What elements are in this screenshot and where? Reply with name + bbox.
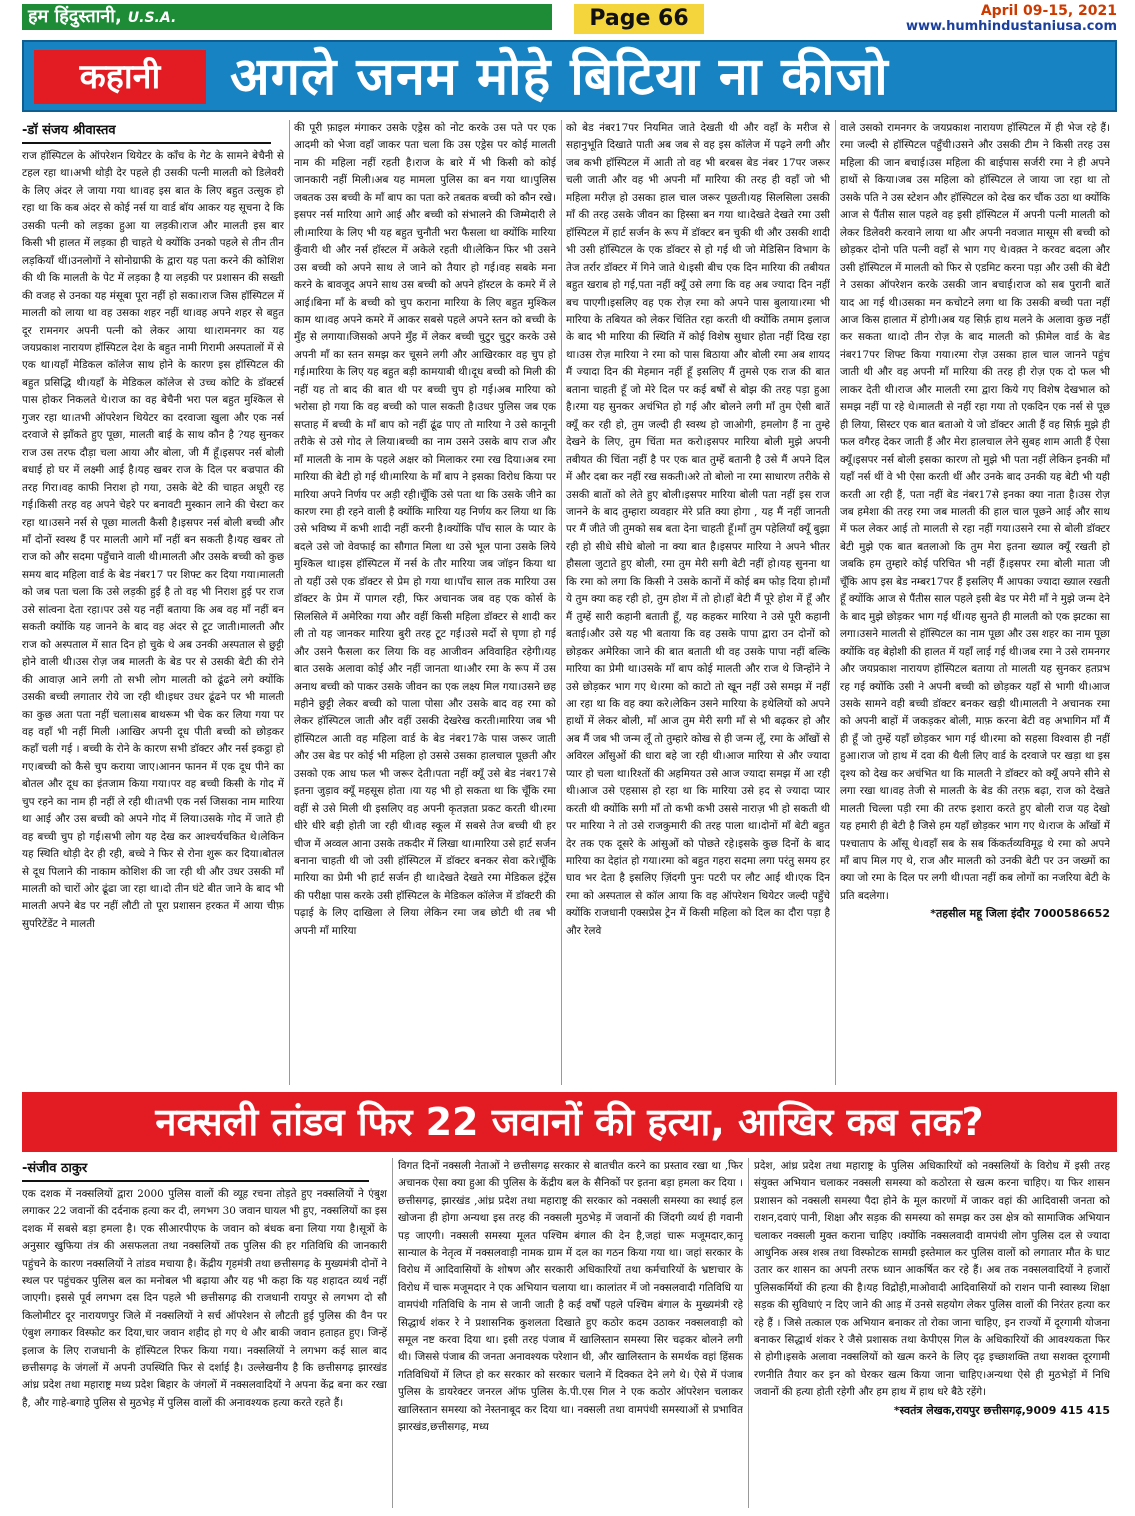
masthead-title: हम हिंदुस्तानी, <box>28 6 122 27</box>
story2-col2-text: विगत दिनों नक्सली नेताओं ने छत्तीसगढ़ सरकार से बातचीत करने का प्रस्ताव रखा था ,फिर अचानक ऐसा क्या हुआ की पुलिस के केंद्रीय बल के सैनिकों पर इतना बड़ा हमला कर दिया ।छत्तीसगढ़, झारखंड ,आंध्र प्रदेश तथा महाराष्ट्र की सरकार को नक्सली समस्या का स्थाई हल खोजना ही होगा अन्यथा इस तरह की नक्सली मुठभेड़ में जवानों की जिंदगी व्यर्थ ही गवानी पड़ जाएगी। नक्सली समस्या मूलत पश्चिम बंगाल की देन है,जहां चारू मजूमदार,कानू सान्याल के नेतृत्व में नक्सलवाड़ी नामक ग्राम में दल का गठन किया गया था। जहां सरकार के विरोध में आदिवासियों के शोषण और सरकारी अधिकारियों तथा कर्मचारियों के भ्रष्टाचार के विरोध में चारू मजूमदार ने एक अभियान चलाया था। कालांतर में जो नक्सलवादी गतिविधि या वामपंथी गतिविधि के नाम से जानी जाती है कई वर्षों पहले पश्चिम बंगाल के मुख्यमंत्री रहे सिद्धार्थ शंकर रे ने प्रशासनिक कुशलता दिखाते हुए कठोर कदम उठाकर नक्सलवाड़ी को समूल नष्ट करवा दिया था। इसी तरह पंजाब में खालिस्तान समस्या सिर चढ़कर बोलने लगी थी। जिससे पंजाब की जनता अनावश्यक परेशान थी, और खालिस्तान के समर्थक वहां हिंसक गतिविधियों में लिप्त हो कर सरकार को सरकार चलाने में दिक्कत देने लगे थे। ऐसे में पंजाब पुलिस के डायरेक्टर जनरल ऑफ पुलिस के.पी.एस गिल ने एक कठोर ऑपरेशन चलाकर खालिस्तान समस्या को नेस्तनाबूद कर दिया था। नक्सली तथा वामपंथी समस्याओं से प्रभावित झारखंड,छत्तीसगढ़, मध्य <box>398 1160 743 1434</box>
page-header <box>22 4 1117 34</box>
story1-headline: अगले जनम मोहे बिटिया ना कीजो <box>230 47 889 107</box>
story2-col3-text: प्रदेश, आंध्र प्रदेश तथा महाराष्ट्र के पुलिस अधिकारियों को नक्सलियों के विरोध में इसी तरह संयुक्त अभियान चलाकर नक्सली समस्या को कठोरता से खत्म करना चाहिए। या फिर शासन प्रशासन को नक्सली समस्या पैदा होने के मूल कारणों में जाकर वहां की आदिवासी जनता को राशन,दवाएं पानी, शिक्षा और सड़क की समस्या को समझ कर उस क्षेत्र को सामाजिक अभियान चलाकर नक्सली मुक्त कराना चाहिए ।क्योंकि नक्सलवादी वामपंथी लोग पुलिस दल से ज्यादा आधुनिक अस्त्र शस्त्र तथा विस्फोटक सामग्री इस्तेमाल कर पुलिस वालों को लगातार मौत के घाट उतार कर शासन का अपनी तरफ ध्यान आकर्षित कर रहे हैं। अब तक नक्सलवादियों ने हजारों पुलिसकर्मियों की हत्या की है।यह विद्रोही,माओवादी आदिवासियों को राशन पानी स्वास्थ्य शिक्षा सड़क की सुविधाएं न दिए जाने की आड़ में उनसे सहयोग लेकर पुलिस वालों की निरंतर हत्या कर रहे हैं । जिसे तत्काल एक अभियान बनाकर तो रोका जाना चाहिए, इन राज्यों में दूरगामी योजना बनाकर सिद्धार्थ शंकर रे जैसे प्रशासक तथा केपीएस गिल के अधिकारियों की आवश्यकता फिर से होगी।इसके अलावा नक्सलियों को खत्म करने के लिए दृढ़ इच्छाशक्ति तथा सशक्त दूरगामी रणनीति तैयार कर इन को घेरकर खत्म किया जाना चाहिए।अन्यथा ऐसे ही मुठभेड़ों में निधि जवानों की हत्या होती रहेगी और हम हाथ में हाथ धरे बैठे रहेंगे। <box>754 1160 1110 1399</box>
story1-col2-text: की पूरी फ़ाइल मंगाकर उसके एड्रेस को नोट करके उस पते पर एक आदमी को भेजा वहाँ जाकर पता चला कि उस एड्रेस पर कोई मालती नाम की महिला नहीं रहती है।राज के बारे में भी किसी को कोई जानकारी नहीं मिली।अब यह मामला पुलिस का बन गया था।पुलिस जबतक उस बच्ची के माँ बाप का पता करे तबतक बच्ची को कौन रखे।इसपर नर्स मारिया आगे आई और बच्ची को संभालने की जिम्मेदारी ले ली।मारिया के लिए भी यह बहुत चुनौती भरा फैसला था क्योंकि मारिया कुँवारी थी और नर्स हॉस्टल में अकेले रहती थी।लेकिन फिर भी उसने उस बच्ची को अपने साथ ले जाने को तैयार हो गई।वह सबके मना करने के बावजूद अपने साथ उस बच्ची को अपने हॉस्टल के कमरे में ले आई।बिना माँ के बच्ची को चुप कराना मारिया के लिए बहुत मुश्किल काम था।वह अपने कमरे में आकर सबसे पहले अपने स्तन को बच्ची के मुँह से लगाया।जिसको अपने मुँह में लेकर बच्ची चुटुर चुटुर करके उसे अपनी माँ का स्तन समझ कर चूसने लगी और आखिरकार वह चुप हो गई।मारिया के लिए यह बहुत बड़ी कामयाबी थी।दूध बच्ची को मिली की नहीं यह तो बाद की बात थी पर बच्ची चुप हो गई।अब मारिया को भरोसा हो गया कि वह बच्ची को पाल सकती है।उधर पुलिस जब एक सप्ताह में बच्ची के माँ बाप को नहीं ढूंढ पाए तो मारिया ने उसे कानूनी तरीके से उसे गोद ले लिया।बच्ची का नाम उसने उसके बाप राज और माँ मालती के नाम के पहले अक्षर को मिलाकर रमा रख दिया।अब रमा मारिया की बेटी हो गई थी।मारिया के माँ बाप ने इसका विरोध किया पर मारिया अपने निर्णय पर अड़ी रही।चूँकि उसे पता था कि उसके जीने का कारण रमा ही रहने वाली है क्योंकि मारिया यह निर्णय कर लिया था कि उसे भविष्य में कभी शादी नहीं करनी है।क्योंकि पाँच साल के प्यार के बदले उसे जो वेवफाई का सौगात मिला था उसे भूल पाना उसके लिये मुश्किल था।इस हॉस्पिटल में नर्स के तौर मारिया जब जॉइन किया था तो यहीं उसे एक डॉक्टर से प्रेम हो गया था।पाँच साल तक मारिया उस डॉक्टर के प्रेम में पागल रही, फिर अचानक जब वह एक कोर्स के सिलसिले में अमेरिका गया और वहीं किसी महिला डॉक्टर से शादी कर ली तो यह जानकर मारिया बुरी तरह टूट गई।उसे मर्दो से घृणा हो गई और उसने फैसला कर लिया कि वह आजीवन अविवाहित रहेगी।यह बात उसके अलावा कोई और नहीं जानता था।और रमा के रूप में उस अनाथ बच्ची को पाकर उसके जीवन का एक लक्ष्य मिल गया।उसने छह महीने छुट्टी लेकर बच्ची को पाला पोसा और उसके बाद वह रमा को लेकर हॉस्पिटल जाती और वहीं उसकी देखरेख करती।मारिया जब भी हॉस्पिटल आती वह महिला वार्ड के बेड नंबर17के पास जरूर जाती और उस बेड पर कोई भी महिला हो उससे उसका हालचाल पूछती और उसको एक आध फल भी जरूर देती।पता नहीं क्यूँ उसे बेड नंबर17से इतना जुड़ाव क्यूँ महसूस होता ।या यह भी हो सकता था कि चूँकि रमा वहीं से उसे मिली थी इसलिए वह अपनी कृतज्ञता प्रकट करती थी।रमा धीरे धीरे बड़ी होती जा रही थी।वह स्कूल में सबसे तेज बच्ची थी हर चीज में अव्वल आना उसके तकदीर में लिखा था।मारिया उसे हार्ट सर्जन बनाना चाहती थी जो उसी हॉस्पिटल में डॉक्टर बनकर सेवा करे।चूँकि मारिया का प्रेमी भी हार्ट सर्जन ही था।देखते देखते रमा मेडिकल इंट्रेंस की परीक्षा पास करके उसी हॉस्पिटल के मेडिकल कॉलेज में डॉक्टरी की पढ़ाई के लिए दाखिला ले लिया लेकिन रमा जब छोटी थी तब भी अपनी माँ मारिया <box>294 122 556 937</box>
story2-headline: नक्सली तांडव फिर 22 जवानों की हत्या, आखिर कब तक? <box>155 1100 984 1144</box>
story1-column-4 <box>840 120 1110 1085</box>
story1-column-2 <box>294 120 556 1085</box>
story1-byline: -डॉ संजय श्रीवास्तव <box>22 123 116 138</box>
story2-col1-text: एक दशक में नक्सलियों द्वारा 2000 पुलिस वालों की व्यूह रचना तोड़ते हुए नक्सलियों ने एंबुश लगाकर 22 जवानों की दर्दनाक हत्या कर दी, लगभग 30 जवान घायल भी हुए, नक्सलियों का इस दशक में सबसे बड़ा हमला है। एक सीआरपीएफ के जवान को बंधक बना लिया गया है।सूत्रों के अनुसार खुफिया तंत्र की असफलता तथा नक्सलियों तक पुलिस की हर गतिविधि की जानकारी पहुंचने के कारण नक्सलियों ने तांडव मचाया है। केंद्रीय गृहमंत्री तथा छत्तीसगढ़ के मुख्यमंत्री दोनों ने स्थल पर पहुंचकर पुलिस बल का मनोबल भी बढ़ाया और यह भी कहा कि यह शहादत व्यर्थ नहीं जाएगी। इससे पूर्व लगभग दस दिन पहले भी छत्तीसगढ़ की राजधानी रायपुर से लगभग दो सौ किलोमीटर दूर नारायणपुर जिले में नक्सलियों ने सर्च ऑपरेशन से लौटती हुई पुलिस की वैन पर एंबुश लगाकर विस्फोट कर दिया,चार जवान शहीद हो गए थे और बाकी जवान हताहत हुए। जिन्हें इलाज के लिए राजधानी के हॉस्पिटल रिफर किया गया। नक्सलियों ने लगभग कई साल बाद छत्तीसगढ़ के जंगलों में अपनी उपस्थिति फिर से दर्शाई है। उल्लेखनीय है कि छत्तीसगढ़ झारखंड आंध्र प्रदेश तथा महाराष्ट्र मध्य प्रदेश बिहार के जंगलों में नक्सलवादियों ने अपना केंद्र बना कर रखा है, और गाहे-बगाहे पुलिस से मुठभेड़ में पुलिस वालों की अनावश्यक हत्या करते रहते हैं। <box>22 1188 387 1409</box>
story2-column-1 <box>22 1158 387 1508</box>
story2-banner <box>22 1092 1117 1152</box>
story2-author-credit: *स्वतंत्र लेखक,रायपुर छत्तीसगढ़,9009 415 415 <box>893 1403 1110 1417</box>
column-divider <box>748 1158 749 1508</box>
story1-column-3 <box>566 120 830 1085</box>
byline-rule <box>22 1180 369 1182</box>
masthead-suffix: U.S.A. <box>127 10 177 26</box>
story2-column-3 <box>754 1158 1110 1508</box>
story2-byline: -संजीव ठाकुर <box>22 1161 88 1176</box>
column-divider <box>289 120 290 1085</box>
story1-col3-text: को बेड नंबर17पर नियमित जाते देखती थी और वहाँ के मरीज से सहानुभूति दिखाते पाती अब जब से वह इस कॉलेज में पढ़ने लगी और जब कभी हॉस्पिटल में आती तो वह भी बरबस बेड नंबर 17पर जरूर चली जाती और वह भी अपनी माँ मारिया की तरह ही वहाँ जो भी महिला मरीज़ हो उसका हाल चाल जरूर पूछती।यह सिलसिला उसकी माँ की तरह उसके जीवन का हिस्सा बन गया था।देखते देखते रमा उसी हॉस्पिटल में हार्ट सर्जन के रूप में डॉक्टर बन चुकी थी और उसकी शादी भी उसी हॉस्पिटल के एक डॉक्टर से हो गई थी जो मेडिसिन विभाग के तेज तर्रार डॉक्टर में गिने जाते थे।इसी बीच एक दिन मारिया की तबीयत बहुत खराब हो गई,पता नहीं क्यूँ उसे लगा कि वह अब ज्यादा दिन नहीं बच पाएगी।इसलिए वह एक रोज़ रमा को अपने पास बुलाया।रमा भी मारिया के तबियत को लेकर चिंतित रहा करती थी क्योंकि तमाम इलाज के बाद भी मारिया की स्थिति में कोई विशेष सुधार होता नहीं दिख रहा था।उस रोज़ मारिया ने रमा को पास बिठाया और बोली रमा अब शायद मैं ज्यादा दिन की मेहमान नहीं हूँ इसलिए मैं तुमसे एक राज की बात बताना चाहती हूँ जो मेरे दिल पर कई बर्षों से बोझ की तरह पड़ा हुआ है।रमा यह सुनकर अचंभित हो गई और बोलने लगी माँ तुम ऐसी बातें क्यूँ कर रही हो, तुम जल्दी ही स्वस्थ हो जाओगी, हमलोग हैं ना तुम्हे देखने के लिए, तुम चिंता मत करो।इसपर मारिया बोली मुझे अपनी तबीयत की चिंता नहीं है पर एक बात तुम्हें बतानी है उसे मैं अपने दिल में और दबा कर नहीं रख सकती।अरे तो बोलो ना रमा साधारण तरीके से उसकी बातों को लेते हुए बोली।इसपर मारिया बोली पता नहीं इस राज जानने के बाद तुम्हारा व्यवहार मेरे प्रति क्या होगा , यह मैं नहीं जानती पर मैं जीते जी तुमको सब बता देना चाहती हूँ।माँ तुम पहेलियाँ क्यूँ बुझा रही हो सीधे सीधे बोलो ना क्या बात है।इसपर मारिया ने अपने भीतर हौसला जुटाते हुए बोली, रमा तुम मेरी सगी बेटी नहीं हो।यह सुनना था कि रमा को लगा कि किसी ने उसके कानों में कोई बम फोड़ दिया हो।माँ ये तुम क्या कह रही हो, तुम होश में तो हो।हाँ बेटी मैं पूरे होश में हूँ और मैं तुम्हें सारी कहानी बताती हूँ, यह कहकर मारिया ने उसे पूरी कहानी बताई।और उसे यह भी बताया कि वह उसके पापा द्वारा उन दोनों को छोड़कर अमेरिका जाने की बात बताती थी वह उसके पापा नहीं बल्कि मारिया का प्रेमी था।उसके माँ बाप कोई मालती और राज थे जिन्होंने ने उसे छोड़कर भाग गए थे।रमा को काटो तो खून नहीं उसे समझ में नहीं आ रहा था कि वह क्या करे।लेकिन उसने मारिया के हथेलियों को अपने हाथों में लेकर बोली, माँ आज तुम मेरी सगी माँ से भी बढ़कर हो और अब मैं जब भी जन्म लूँ तो तुम्हारे कोख से ही जन्म लूँ, रमा के आँखों से अविरल आँसुओं की धारा बहे जा रही थी।आज मारिया से और ज्यादा प्यार हो चला था।रिश्तों की अहमियत उसे आज ज्यादा समझ में आ रही थी।आज उसे एहसास हो रहा था कि मारिया उसे हद से ज्यादा प्यार करती थी क्योंकि सगी माँ तो कभी कभी उससे नाराज़ भी हो सकती थी पर मारिया ने तो उसे राजकुमारी की तरह पाला था।दोनों माँ बेटी बहुत देर तक एक दूसरे के आंसुओं को पोछते रहे।इसके कुछ दिनों के बाद मारिया का देहांत हो गया।रमा को बहुत गहरा सदमा लगा परंतु समय हर घाव भर देता है इसलिए ज़िंदगी पुनः पटरी पर लौट आई थी।एक दिन रमा को अस्पताल से कॉल आया कि वह ऑपरेशन थियेटर जल्दी पहुँचे क्योंकि राजधानी एक्सप्रेस ट्रेन में किसी महिला को दिल का दौरा पड़ा है और रेलवे <box>566 122 830 937</box>
column-divider <box>392 1158 393 1508</box>
byline-rule <box>22 142 271 144</box>
page-number: Page 66 <box>574 4 704 34</box>
story1-author-credit: *तहसील महू जिला इंदौर 7000586652 <box>930 907 1110 921</box>
column-divider <box>835 120 836 1085</box>
story2-column-2 <box>398 1158 743 1508</box>
story1-column-1 <box>22 120 284 1085</box>
column-divider <box>561 120 562 1085</box>
masthead <box>22 4 552 30</box>
section-tag: कहानी <box>34 50 206 104</box>
issue-date: April 09-15, 2021 <box>980 3 1117 19</box>
story1-banner <box>22 40 1117 112</box>
header-right <box>906 4 1117 34</box>
website-link[interactable]: www.humhindustaniusa.com <box>905 19 1117 34</box>
story1-col4-text: वाले उसको रामनगर के जयप्रकाश नारायण हॉस्पिटल में ही भेज रहे हैं।रमा जल्दी से हॉस्पिटल पहुँची।उसने और उसकी टीम ने किसी तरह उस महिला की जान बचाई।उस महिला की बाईपास सर्जरी रमा ने ही अपने हाथों से किया।जब उस महिला को हॉस्पिटल ले जाया जा रहा था तो उसके पति ने उस स्टेशन और हॉस्पिटल को देख कर चौंक उठा था क्योंकि आज से पैंतीस साल पहले वह इसी हॉस्पिटल में अपनी पत्नी मालती को लेकर डिलेवरी करवाने लाया था और अपनी नवजात मासूम सी बच्ची को छोड़कर दोनो पति पत्नी वहाँ से भाग गए थे।वक़्त ने करवट बदला और उसी हॉस्पिटल में मालती को फिर से एडमिट करना पड़ा और उसी की बेटी ने उसका ऑपरेशन करके उसकी जान बचाई।राज को सब पुरानी बातें याद आ गई थी।उसका मन कचोटने लगा था कि उसकी बच्ची पता नहीं आज किस हालात में होगी।अब यह सिर्फ़ हाथ मलने के अलावा कुछ नहीं कर सकता था।दो तीन रोज़ के बाद मालती को फ़ीमेल वार्ड के बेड नंबर17पर शिफ्ट किया गया।रमा रोज़ उसका हाल चाल जानने पहुंच जाती थी और वह अपनी माँ मारिया की तरह ही रोज़ एक दो फल भी लाकर देती थी।राज और मालती रमा द्वारा किये गए विशेष देखभाल को समझ नहीं पा रहे थे।मालती से नहीं रहा गया तो एकदिन एक नर्स से पूछ ही लिया, सिस्टर एक बात बताओ ये जो डॉक्टर आती हैं वह सिर्फ़ मुझे ही फल वगैरह देकर जाती हैं और मेरा हालचाल लेने सुबह शाम आती हैं ऐसा क्यूँ।इसपर नर्स बोली इसका कारण तो मुझे भी पता नहीं लेकिन इनकी माँ यहाँ नर्स थीं वे भी ऐसा करती थीं और उनके बाद उनकी यह बेटी भी यही करती आ रही हैं, पता नहीं बेड नंबर17से इनका क्या नाता है।उस रोज़ जब हमेशा की तरह रमा जब मालती की हाल चाल पूछने आई और साथ में फल लेकर आई तो मालती से रहा नहीं गया।उसने रमा से बोली डॉक्टर बेटी मुझे एक बात बतलाओ कि तुम मेरा इतना ख्याल क्यूँ रखती हो जबकि हम तुम्हारे कोई परिचित भी नहीं हैं।इसपर रमा बोली माता जी चूँकि आप इस बेड नम्बर17पर हैं इसलिए मैं आपका ज्यादा ख्याल रखती हूँ क्योंकि आज से पैंतीस साल पहले इसी बेड पर मेरी माँ ने मुझे जन्म देने के बाद मुझे छोड़कर भाग गई थीं।यह सुनते ही मालती को एक झटका सा लगा।उसने मालती से हॉस्पिटल का नाम पूछा और उस शहर का नाम पूछा क्योंकि वह बेहोशी की हालत में यहाँ लाई गई थी।जब रमा ने उसे रामनगर और जयप्रकाश नारायण हॉस्पिटल बताया तो मालती यह सुनकर हतप्रभ रह गई क्योंकि उसी ने अपनी बच्ची को छोड़कर यहाँ से भागी थी।आज उसके सामने वही बच्ची डॉक्टर बनकर खड़ी थी।मालती ने अचानक रमा को अपनी बाहों में जकड़कर बोली, माफ़ करना बेटी वह अभागिन माँ मैं ही हूँ जो तुम्हें यहाँ छोड़कर भाग गई थी।रमा को सहसा विश्वास ही नहीं हुआ।राज जो हाथ में दवा की थैली लिए वार्ड के दरवाजे पर खड़ा था इस दृश्य को देख कर अचंभित था कि मालती ने डॉक्टर को क्यूँ अपने सीने से लगा रखा था।वह तेजी से मालती के बेड की तरफ़ बढ़ा, राज को देखते मालती चिल्ला पड़ी रमा की तरफ इशारा करते हुए बोली राज यह देखो यह हमारी ही बेटी है जिसे हम यहाँ छोड़कर भाग गए थे।राज के आँखों में पश्चाताप के आँसू थे।वहाँ सब के सब किंकर्तव्यविमूढ़ थे रमा को अपने माँ बाप मिल गए थे, राज और मालती को उनकी बेटी पर उन जख्मों का क्या जो रमा के दिल पर लगी थी।पता नहीं कब लोगों का नजरिया बेटी के प्रति बदलेगा। <box>840 122 1110 902</box>
story1-col1-text: राज हॉस्पिटल के ऑपरेशन थियेटर के काँच के गेट के सामने बेचैनी से टहल रहा था।अभी थोड़ी देर पहले ही उसकी पत्नी मालती को डिलेवरी के लिए अंदर ले जाया गया था।वह इस बात के लिए बहुत उत्सुक हो रहा था कि कब अंदर से कोई नर्स या वार्ड बॉय आकर यह सूचना दे कि उसकी पत्नी को लड़का हुआ या लड़की।राज और मालती इस बार किसी भी हालत में लड़का ही चाहते थे क्योंकि उनको पहले से तीन तीन लड़कियाँ थीं।उनलोगों ने सोनोग्राफी के द्वारा यह पता करने की कोशिश की थी कि मालती के पेट में लड़का है या लड़की पर प्रशासन की सख्ती की वजह से उनका यह मंसूबा पूरा नहीं हो सका।राज जिस हॉस्पिटल में मालती को लाया था वह उसका शहर नहीं था।वह अपने शहर से बहुत दूर रामनगर अपनी पत्नी को लेकर आया था।रामनगर का यह जयप्रकाश नारायण हॉस्पिटल देश के बहुत नामी गिरामी अस्पतालों में से एक था।यहाँ मेडिकल कॉलेज साथ होने के कारण इस हॉस्पिटल की बहुत प्रसिद्धि थी।यहाँ के मेडिकल कॉलेज से उच्च कोटि के डॉक्टर्स पास होकर निकलते थे।राज का वह बेचैनी भरा पल बहुत मुश्किल से गुजर रहा था।तभी ऑपरेशन थियेटर का दरवाजा खुला और एक नर्स दरवाजे से झाँकते हुए पूछा, मालती बाई के साथ कौन है ?यह सुनकर राज उस तरफ दौड़ा चला आया और बोला, जी मैं हूँ।इसपर नर्स बोली बधाई हो घर में लक्ष्मी आई है।यह खबर राज के दिल पर बज्रपात की तरह गिरा।वह काफी निराश हो गया, उसके बेटे की चाहत अधूरी रह गई।किसी तरह वह अपने चेहरे पर बनावटी मुस्कान लाने की चेस्टा कर रहा था।उसने नर्स से पूछा मालती कैसी है।इसपर नर्स बोली बच्ची और माँ दोनों स्वस्थ हैं पर मालती आगे माँ नहीं बन सकती है।यह खबर तो राज को और सदमा पहुँचाने वाली थी।मालती और उसके बच्ची को कुछ समय बाद महिला वार्ड के बेड नंबर17 पर शिफ्ट कर दिया गया।मालती को जब पता चला कि उसे लड़की हुई है तो वह भी निराश हुई पर राज उसे सांत्वना देता रहा।पर उसे यह नहीं बताया कि अब वह माँ नहीं बन सकती क्योंकि यह जानने के बाद वह अंदर से टूट जाती।मालती और राज को अस्पताल में सात दिन हो चुके थे अब उनकी अस्पताल से छुट्टी होने वाली थी।उस रोज़ जब मालती के बेड पर से उसकी बेटी की रोने की आवाज़ आने लगी तो सभी लोग मालती को ढूंढने लगे क्योंकि उसकी बच्ची लगातार रोये जा रही थी।इधर उधर ढूंढने पर भी मालती का कुछ अता पता नहीं चला।सब बाथरूम भी चेक कर लिया गया पर वह वहाँ भी नहीं मिली ।आखिर अपनी दूध पीती बच्ची को छोड़कर कहाँ चली गई । बच्ची के रोने के कारण सभी डॉक्टर और नर्स इकट्ठा हो गए।बच्ची को कैसे चुप कराया जाए।आनन फानन में एक दूध पीने का बोतल और दूध का इंतजाम किया गया।पर वह बच्ची किसी के गोद में चुप रहने का नाम ही नहीं ले रही थी।तभी एक नर्स जिसका नाम मारिया था आई और उस बच्ची को अपने गोद में लिया।उसके गोद में जाते ही वह बच्ची चुप हो गई।सभी लोग यह देख कर आश्चर्यचकित थे।लेकिन यह स्थिति थोड़ी देर ही रही, बच्चे ने फिर से रोना शुरू कर दिया।बोतल से दूध पिलाने की नाकाम कोशिश की जा रही थी और उधर उसकी माँ मालती को चारों ओर ढूंढा जा रहा था।दो तीन घंटे बीत जाने के बाद भी मालती अपने बेड पर नहीं लौटी तो पूरा प्रशासन हरकत में आया चीफ़ सुपरिटेंडेंट ने मालती <box>22 150 284 930</box>
